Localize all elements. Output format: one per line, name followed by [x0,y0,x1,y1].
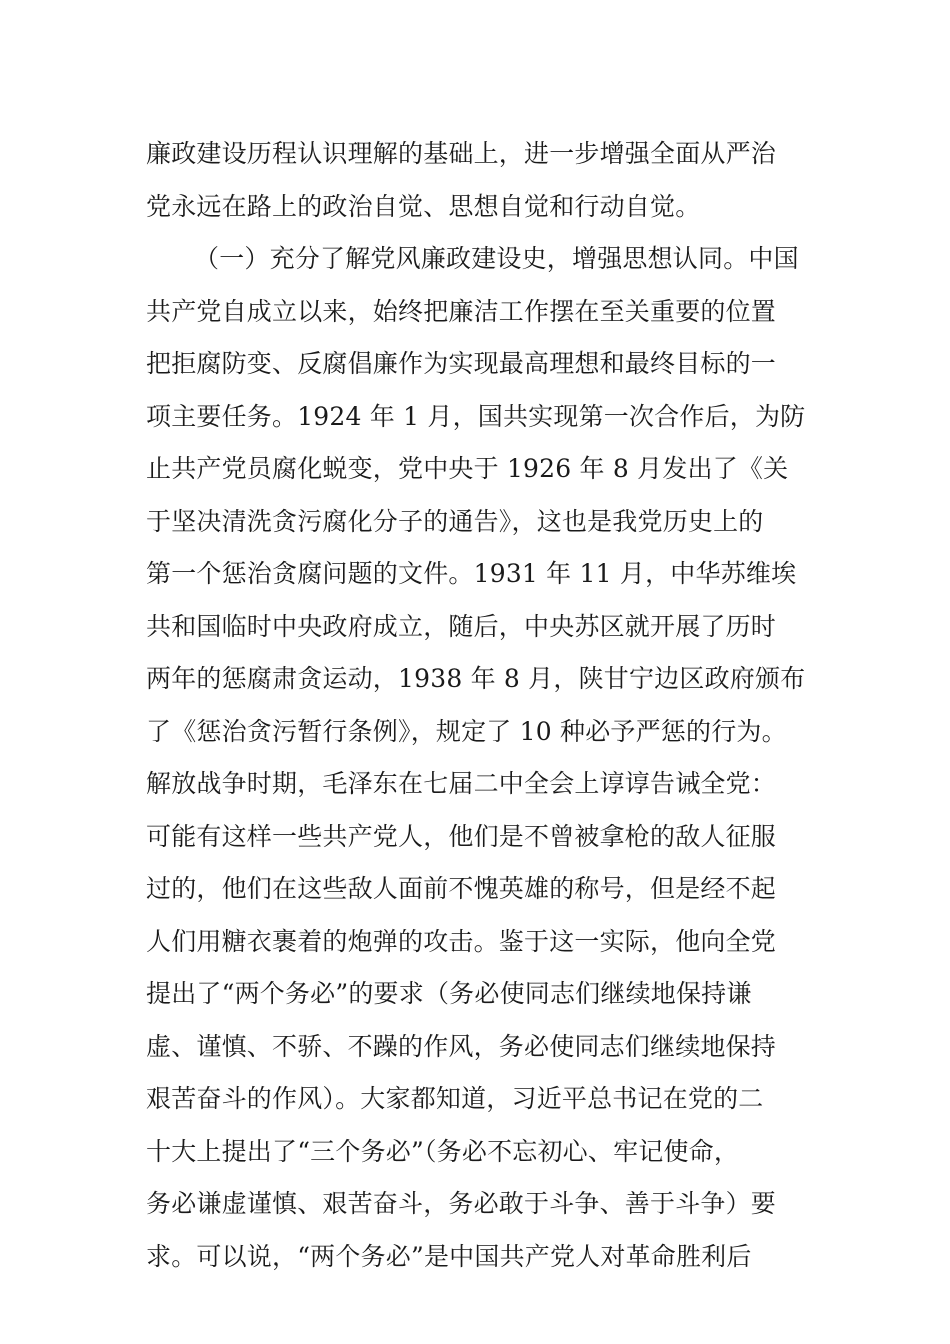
text-line: 了《惩治贪污暂行条例》，规定了 10 种必予严惩的行为。 [146,716,787,746]
text-line: 两年的惩腐肃贪运动，1938 年 8 月，陕甘宁边区政府颁布 [146,664,806,693]
text-line: 止共产党员腐化蜕变，党中央于 1926 年 8 月发出了《关 [146,454,789,483]
body-text [146,128,826,1283]
text-line: 过的，他们在这些敌人面前不愧英雄的称号，但是经不起 [146,874,777,903]
text-line: 可能有这样一些共产党人，他们是不曾被拿枪的敌人征服 [146,821,777,851]
text-line: 廉政建设历程认识理解的基础上，进一步增强全面从严治 [146,139,777,168]
text-line: 第一个惩治贪腐问题的文件。1931 年 11 月，中华苏维埃 [146,559,797,588]
text-line: 务必谦虚谨慎、艰苦奋斗，务必敢于斗争、善于斗争）要 [146,1189,777,1218]
paragraph-first-line: （一）充分了解党风廉政建设史，增强思想认同。中国 [194,244,799,273]
text-line: 把拒腐防变、反腐倡廉作为实现最高理想和最终目标的一 [146,349,777,378]
text-line: 党永远在路上的政治自觉、思想自觉和行动自觉。 [146,191,701,221]
text-line: 虚、谨慎、不骄、不躁的作风，务必使同志们继续地保持 [146,1031,777,1061]
text-line: 提出了“两个务必”的要求（务必使同志们继续地保持谦 [146,979,752,1008]
text-line: 解放战争时期，毛泽东在七届二中全会上谆谆告诫全党： [146,769,777,798]
text-line: 项主要任务。1924 年 1 月，国共实现第一次合作后，为防 [146,401,806,431]
text-line: 于坚决清洗贪污腐化分子的通告》，这也是我党历史上的 [146,506,764,536]
text-line: 人们用糖衣裹着的炮弹的攻击。鉴于这一实际，他向全党 [146,926,777,956]
text-line: 十大上提出了“三个务必”（务必不忘初心、牢记使命， [146,1136,740,1166]
text-line: 共产党自成立以来，始终把廉洁工作摆在至关重要的位置 [146,296,777,326]
text-line: 艰苦奋斗的作风）。大家都知道，习近平总书记在党的二 [146,1084,764,1113]
text-line: 共和国临时中央政府成立，随后，中央苏区就开展了历时 [146,611,777,641]
text-line: 求。可以说，“两个务必”是中国共产党人对革命胜利后 [146,1241,752,1271]
